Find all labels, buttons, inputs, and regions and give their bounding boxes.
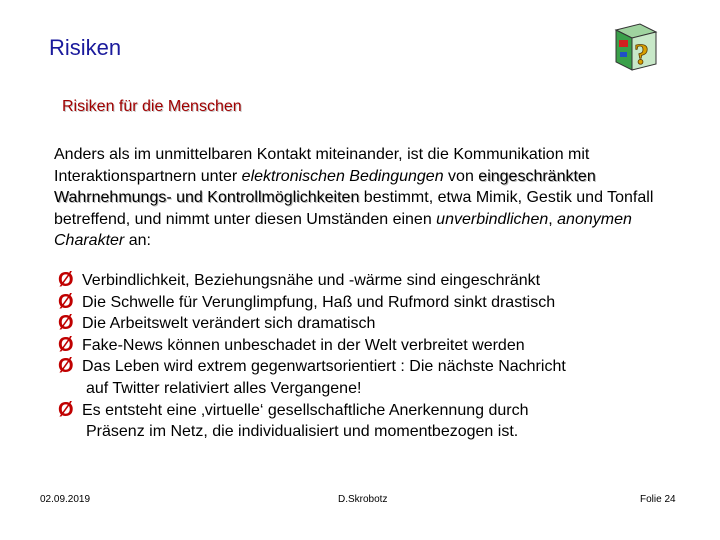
bullet-text: Die Schwelle für Verunglimpfung, Haß und Rufmord sinkt drastisch	[82, 293, 556, 311]
intro-paragraph	[54, 144, 694, 252]
question-mark-glyph: ?	[634, 38, 649, 71]
bullet-item	[58, 335, 678, 357]
bullet-item	[58, 313, 678, 335]
bullet-item	[58, 292, 678, 314]
slide-title: Risiken	[49, 35, 122, 60]
footer-author: D.Skrobotz	[338, 494, 388, 505]
bullet-list	[58, 270, 678, 443]
intro-text-2: von	[443, 167, 479, 185]
slide-subtitle: Risiken für die Menschen	[62, 98, 242, 115]
intro-text-3: bestimmt, etwa Mimik, Gestik und Tonfall betreffend, und nimmt unter diesen Umständen einen	[54, 189, 654, 228]
question-book-icon	[610, 20, 662, 74]
bullet-arrow-icon: Ø	[58, 269, 74, 291]
bullet-text: Verbindlichkeit, Beziehungsnähe und -wärme sind eingeschränkt	[82, 272, 541, 289]
bullet-text-continuation: Präsenz im Netz, die individualisiert und momentbezogen ist.	[86, 423, 519, 441]
bullet-item	[58, 356, 678, 399]
bullet-arrow-icon: Ø	[58, 333, 74, 356]
bullet-arrow-icon: Ø	[58, 398, 74, 421]
bullet-arrow-icon: Ø	[58, 355, 74, 378]
bullet-text-continuation: auf Twitter relativiert alles Vergangene!	[86, 379, 362, 397]
footer-date: 02.09.2019	[40, 494, 91, 505]
intro-emphasis-unverbindlich: unverbindlichen	[436, 210, 549, 228]
bullet-arrow-icon: Ø	[58, 312, 74, 335]
intro-text-1: Anders als im unmittelbaren Kontakt miteinander, ist die Kommunikation mit Interaktionspartnern unter	[54, 146, 590, 185]
bullet-text: Die Arbeitswelt verändert sich dramatisch	[82, 315, 376, 333]
intro-text-5: an:	[124, 232, 151, 250]
bullet-item	[58, 400, 678, 443]
bullet-text: Fake-News können unbeschadet in der Welt verbreitet werden	[82, 336, 525, 354]
bullet-text: Es entsteht eine ‚virtuelle‘ gesellschaftliche Anerkennung durch	[82, 401, 529, 419]
intro-emphasis-electronic: elektronischen Bedingungen	[241, 167, 444, 185]
bullet-item	[58, 270, 678, 292]
intro-highlight: eingeschränkten Wahrnehmungs- und Kontrollmöglichkeiten	[54, 167, 596, 207]
footer-slide-number: Folie 24	[640, 494, 676, 505]
intro-text-4: ,	[548, 210, 558, 228]
intro-emphasis-anonym: anonymen Charakter	[54, 210, 632, 250]
bullet-text: Das Leben wird extrem gegenwartsorientiert : Die nächste Nachricht	[82, 358, 566, 376]
bullet-arrow-icon: Ø	[58, 290, 74, 313]
